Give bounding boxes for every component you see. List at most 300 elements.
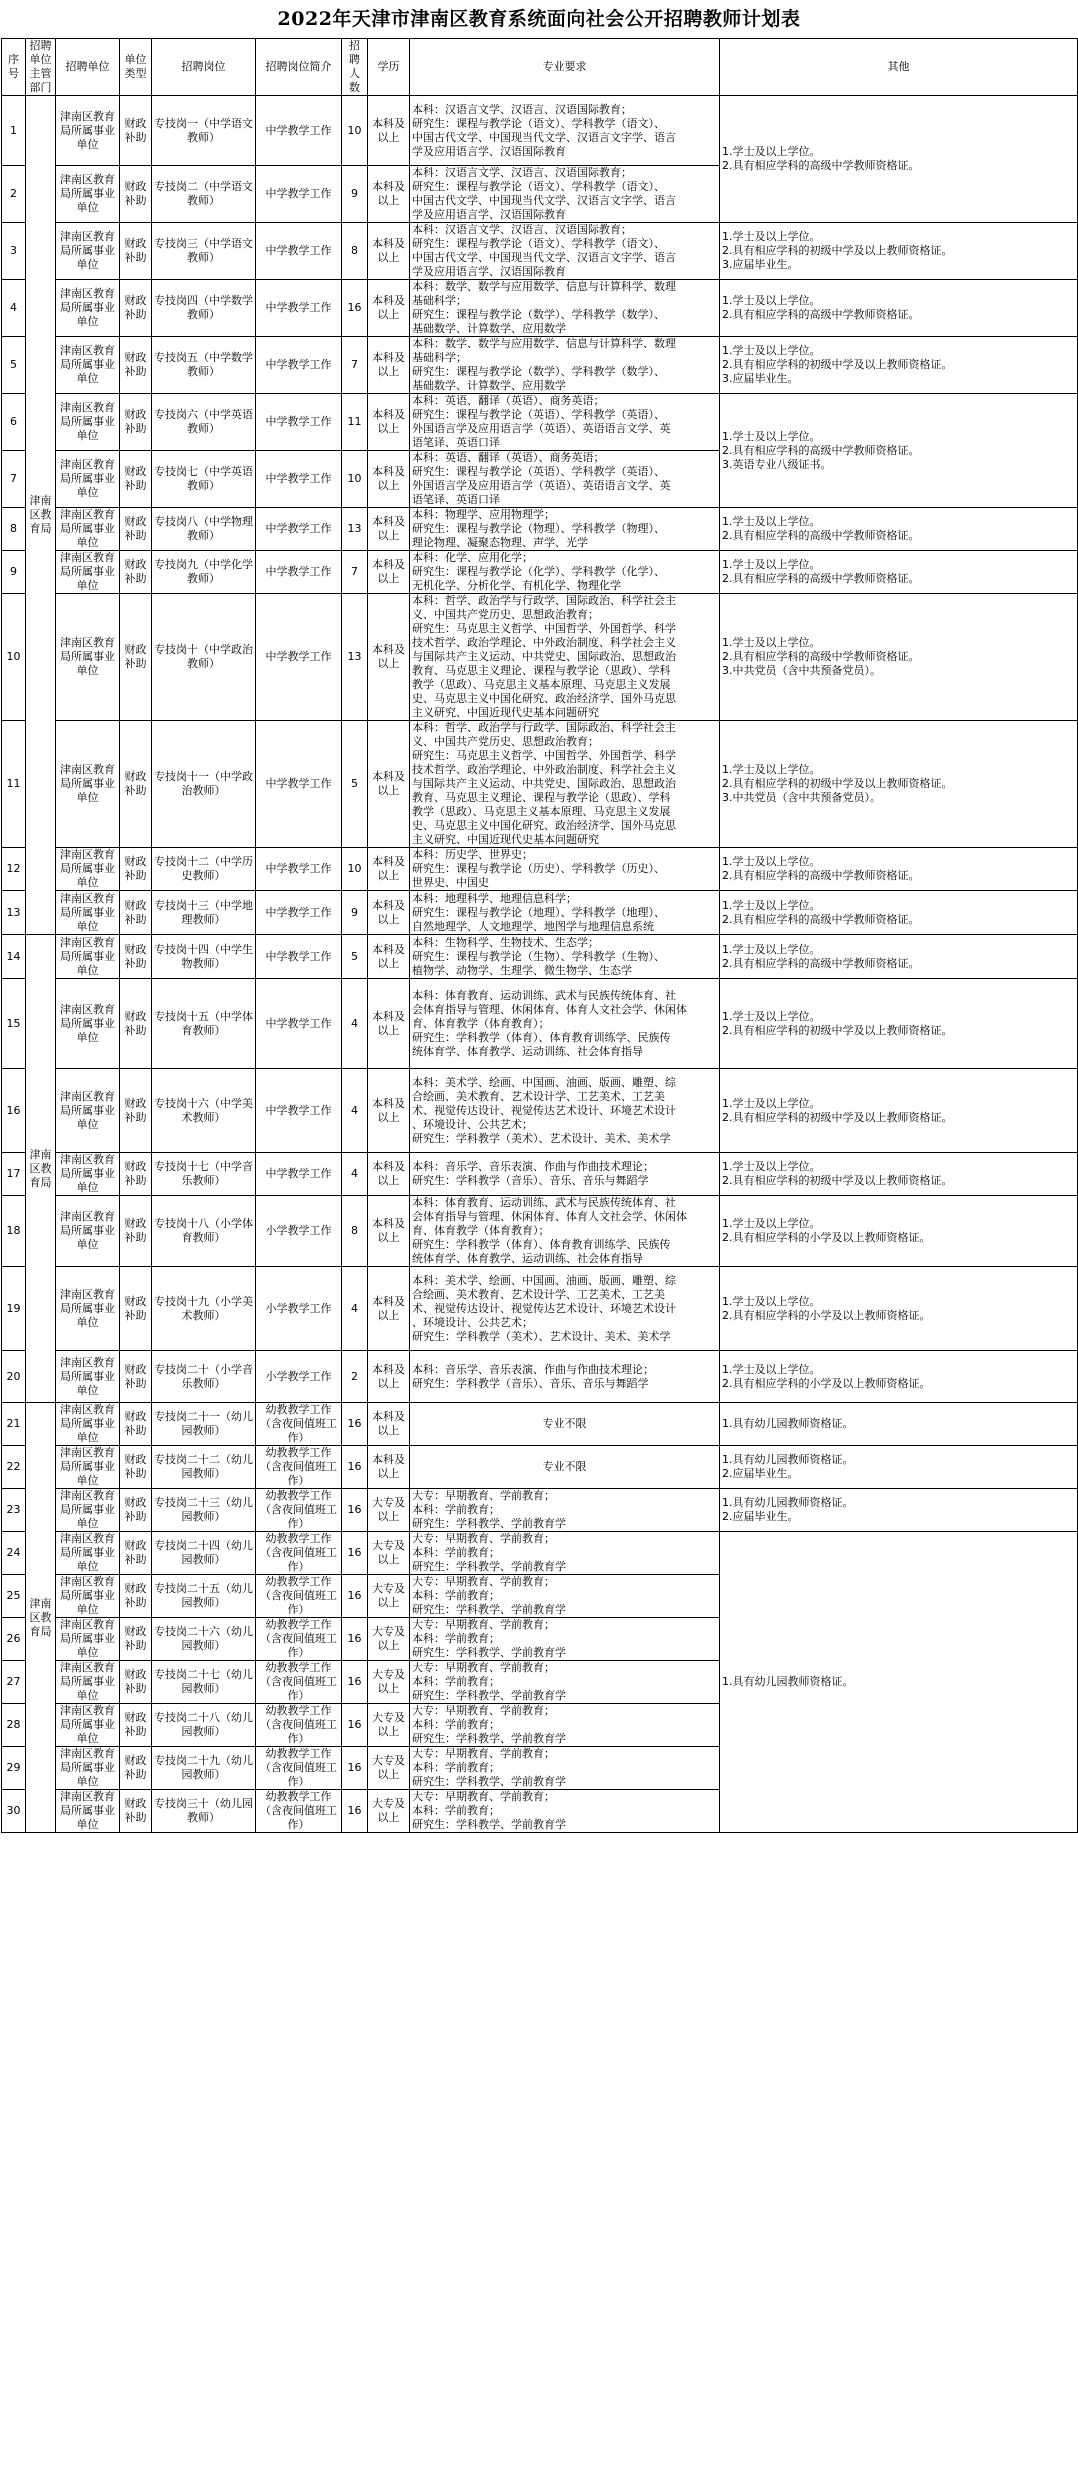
requirement-line: 研究生：学科教学（音乐）、音乐、音乐与舞蹈学 xyxy=(412,1376,649,1390)
table-row xyxy=(2,1403,1078,1446)
requirement-line: 会体育指导与管理、休闲体育、体育人文社会学、休闲体 xyxy=(412,1002,687,1016)
unit-cell: 津南区教育局所属事业单位 xyxy=(56,280,120,337)
requirement-line: 大专：早期教育、学前教育； xyxy=(412,1575,555,1588)
education-cell: 本科及以上 xyxy=(368,1153,410,1196)
requirement-line: 与国际共产主义运动、中共党史、国际政治、思想政治 xyxy=(412,650,676,663)
requirement-line: 史、马克思主义中国化研究、政治经济学、国外马克思 xyxy=(412,692,676,705)
post-cell: 专技岗二（中学语文教师） xyxy=(152,166,256,223)
table-row xyxy=(2,594,1078,721)
intro-cell: 中学教学工作 xyxy=(256,891,342,935)
requirement-line: 研究生：学科教学、学前教育学 xyxy=(412,1646,566,1659)
post-cell: 专技岗三十（幼儿园教师） xyxy=(152,1790,256,1833)
requirement-line: 研究生：课程与教学论（生物）、学科教学（生物）、 xyxy=(412,949,665,963)
intro-cell: 中学教学工作 xyxy=(256,551,342,594)
education-cell: 本科及以上 xyxy=(368,891,410,935)
requirement-line: 技术哲学、政治学理论、中外政治制度、科学社会主义 xyxy=(412,763,676,776)
unit-type-cell: 财政补助 xyxy=(120,96,152,166)
row-number: 23 xyxy=(2,1489,26,1532)
requirement-line: 外国语言学及应用语言学（英语）、英语语言文学、英 xyxy=(412,479,671,492)
unit-cell: 津南区教育局所属事业单位 xyxy=(56,551,120,594)
unit-cell: 津南区教育局所属事业单位 xyxy=(56,1153,120,1196)
other-line: 1.学士及以上学位。 xyxy=(722,1096,821,1110)
major-requirement-cell xyxy=(410,1532,720,1575)
requirement-line: 研究生：课程与教学论（语文）、学科教学（语文）、 xyxy=(412,180,665,193)
unit-cell: 津南区教育局所属事业单位 xyxy=(56,1618,120,1661)
requirement-line: 本科：物理学、应用物理学； xyxy=(412,508,555,521)
other-line: 2.应届毕业生。 xyxy=(722,1467,799,1480)
headcount-cell: 8 xyxy=(342,1196,368,1267)
requirement-line: 研究生：学科教学（体育）、体育教育训练学、民族传 xyxy=(412,1030,671,1044)
other-requirement-cell xyxy=(720,935,1078,979)
requirement-line: 技术哲学、政治学理论、中外政治制度、科学社会主义 xyxy=(412,636,676,649)
unit-type-cell: 财政补助 xyxy=(120,1704,152,1747)
intro-cell: 幼教教学工作（含夜间值班工作） xyxy=(256,1790,342,1833)
other-line: 2.具有相应学科的小学及以上教师资格证。 xyxy=(722,1231,931,1244)
major-requirement-cell xyxy=(410,1153,720,1196)
post-cell: 专技岗二十五（幼儿园教师） xyxy=(152,1575,256,1618)
recruitment-table xyxy=(1,38,1078,1833)
requirement-line: 本科：美术学、绘画、中国画、油画、版画、雕塑、综 xyxy=(412,1075,676,1089)
table-row xyxy=(2,979,1078,1069)
other-line: 2.具有相应学科的初级中学及以上教师资格证。 xyxy=(722,1174,953,1187)
headcount-cell: 4 xyxy=(342,1153,368,1196)
intro-cell: 中学教学工作 xyxy=(256,508,342,551)
post-cell: 专技岗二十（小学音乐教师） xyxy=(152,1351,256,1403)
other-line: 2.具有相应学科的高级中学教师资格证。 xyxy=(722,572,920,585)
unit-cell: 津南区教育局所属事业单位 xyxy=(56,594,120,721)
unit-type-cell: 财政补助 xyxy=(120,1403,152,1446)
other-line: 2.具有相应学科的初级中学及以上教师资格证。 xyxy=(722,1110,953,1124)
requirement-line: 本科：美术学、绘画、中国画、油画、版画、雕塑、综 xyxy=(412,1273,676,1287)
row-number: 27 xyxy=(2,1661,26,1704)
unit-cell: 津南区教育局所属事业单位 xyxy=(56,1351,120,1403)
other-line: 3.应届毕业生。 xyxy=(722,372,799,385)
row-number: 19 xyxy=(2,1267,26,1351)
requirement-line: 本科：学前教育； xyxy=(412,1503,500,1516)
unit-cell: 津南区教育局所属事业单位 xyxy=(56,1661,120,1704)
unit-type-cell: 财政补助 xyxy=(120,223,152,280)
major-requirement-cell xyxy=(410,337,720,394)
post-cell: 专技岗十六（中学美术教师） xyxy=(152,1069,256,1153)
table-row xyxy=(2,508,1078,551)
other-requirement-cell xyxy=(720,1153,1078,1196)
requirement-line: 研究生：马克思主义哲学、中国哲学、外国哲学、科学 xyxy=(412,622,676,635)
row-number: 18 xyxy=(2,1196,26,1267)
requirement-line: 研究生：学科教学、学前教育学 xyxy=(412,1560,566,1573)
other-line: 1.具有幼儿园教师资格证。 xyxy=(722,1453,854,1466)
unit-type-cell: 财政补助 xyxy=(120,1489,152,1532)
requirement-line: 史、马克思主义中国化研究、政治经济学、国外马克思 xyxy=(412,819,676,832)
requirement-line: 学及应用语言学、汉语国际教育 xyxy=(412,208,566,221)
row-number: 6 xyxy=(2,394,26,451)
other-line: 2.具有相应学科的小学及以上教师资格证。 xyxy=(722,1308,931,1322)
unit-cell: 津南区教育局所属事业单位 xyxy=(56,337,120,394)
requirement-line: 本科：生物科学、生物技术、生态学； xyxy=(412,935,599,949)
unit-type-cell: 财政补助 xyxy=(120,979,152,1069)
requirement-line: 中国古代文学、中国现当代文学、汉语言文字学、语言 xyxy=(412,251,676,264)
other-line: 1.学士及以上学位。 xyxy=(722,294,821,307)
requirement-line: 基础数学、计算数学、应用数学 xyxy=(412,379,566,392)
row-number: 20 xyxy=(2,1351,26,1403)
education-cell: 本科及以上 xyxy=(368,1267,410,1351)
requirement-line: 本科：体育教育、运动训练、武术与民族传统体育、社 xyxy=(412,1196,676,1209)
education-cell: 本科及以上 xyxy=(368,1069,410,1153)
headcount-cell: 7 xyxy=(342,551,368,594)
requirement-line: 无机化学、分析化学、有机化学、物理化学 xyxy=(412,579,621,592)
other-line: 2.具有相应学科的高级中学教师资格证。 xyxy=(722,956,920,970)
intro-cell: 幼教教学工作（含夜间值班工作） xyxy=(256,1446,342,1489)
major-requirement-cell xyxy=(410,551,720,594)
row-number: 22 xyxy=(2,1446,26,1489)
intro-cell: 幼教教学工作（含夜间值班工作） xyxy=(256,1704,342,1747)
other-requirement-cell xyxy=(720,96,1078,223)
other-line: 3.中共党员（含中共预备党员）。 xyxy=(722,664,881,677)
requirement-line: 、环境设计、公共艺术； xyxy=(412,1117,533,1131)
post-cell: 专技岗十四（中学生物教师） xyxy=(152,935,256,979)
unit-type-cell: 财政补助 xyxy=(120,721,152,848)
requirement-line: 本科：汉语言文学、汉语言、汉语国际教育； xyxy=(412,223,632,236)
post-cell: 专技岗六（中学英语教师） xyxy=(152,394,256,451)
requirement-line: 语笔译、英语口译 xyxy=(412,493,500,506)
requirement-line: 本科：体育教育、运动训练、武术与民族传统体育、社 xyxy=(412,988,676,1002)
headcount-cell: 16 xyxy=(342,1618,368,1661)
intro-cell: 中学教学工作 xyxy=(256,223,342,280)
unit-cell: 津南区教育局所属事业单位 xyxy=(56,223,120,280)
table-row xyxy=(2,1532,1078,1575)
other-line: 1.具有幼儿园教师资格证。 xyxy=(722,1417,854,1430)
major-requirement-cell xyxy=(410,1790,720,1833)
headcount-cell: 7 xyxy=(342,337,368,394)
major-requirement-cell xyxy=(410,721,720,848)
other-line: 1.学士及以上学位。 xyxy=(722,145,821,158)
table-row xyxy=(2,280,1078,337)
table-row xyxy=(2,394,1078,451)
requirement-line: 、环境设计、公共艺术； xyxy=(412,1315,533,1329)
requirement-line: 本科：音乐学、音乐表演、作曲与作曲技术理论； xyxy=(412,1362,654,1376)
header-edu: 学历 xyxy=(368,39,410,96)
requirement-line: 大专：早期教育、学前教育； xyxy=(412,1790,555,1803)
requirement-line: 研究生：课程与教学论（历史）、学科教学（历史）、 xyxy=(412,862,665,875)
major-requirement-cell xyxy=(410,1351,720,1403)
requirement-line: 本科：英语、翻译（英语）、商务英语； xyxy=(412,451,605,464)
headcount-cell: 9 xyxy=(342,891,368,935)
post-cell: 专技岗四（中学数学教师） xyxy=(152,280,256,337)
other-requirement-cell xyxy=(720,394,1078,508)
other-requirement-cell xyxy=(720,1446,1078,1489)
unit-cell: 津南区教育局所属事业单位 xyxy=(56,1532,120,1575)
requirement-line: 专业不限 xyxy=(542,1460,587,1473)
unit-cell: 津南区教育局所属事业单位 xyxy=(56,1489,120,1532)
row-number: 2 xyxy=(2,166,26,223)
headcount-cell: 16 xyxy=(342,280,368,337)
requirement-line: 研究生：学科教学、学前教育学 xyxy=(412,1818,566,1831)
other-line: 1.学士及以上学位。 xyxy=(722,1009,821,1023)
education-cell: 本科及以上 xyxy=(368,594,410,721)
intro-cell: 小学教学工作 xyxy=(256,1351,342,1403)
requirement-line: 大专：早期教育、学前教育； xyxy=(412,1661,555,1674)
table-row xyxy=(2,1196,1078,1267)
other-line: 2.具有相应学科的初级中学及以上教师资格证。 xyxy=(722,244,953,257)
row-number: 17 xyxy=(2,1153,26,1196)
other-line: 3.中共党员（含中共预备党员）。 xyxy=(722,791,881,804)
education-cell: 本科及以上 xyxy=(368,551,410,594)
unit-type-cell: 财政补助 xyxy=(120,508,152,551)
requirement-line: 研究生：马克思主义哲学、中国哲学、外国哲学、科学 xyxy=(412,749,676,762)
requirement-line: 统体育学、体育教学、运动训练、社会体育指导 xyxy=(412,1252,643,1265)
other-requirement-cell xyxy=(720,551,1078,594)
headcount-cell: 13 xyxy=(342,594,368,721)
dept-cell: 津南区教育局 xyxy=(26,1403,56,1833)
other-line: 1.学士及以上学位。 xyxy=(722,230,821,243)
unit-cell: 津南区教育局所属事业单位 xyxy=(56,891,120,935)
education-cell: 本科及以上 xyxy=(368,394,410,451)
other-requirement-cell xyxy=(720,594,1078,721)
other-requirement-cell xyxy=(720,848,1078,891)
intro-cell: 幼教教学工作（含夜间值班工作） xyxy=(256,1575,342,1618)
row-number: 1 xyxy=(2,96,26,166)
headcount-cell: 5 xyxy=(342,721,368,848)
headcount-cell: 16 xyxy=(342,1747,368,1790)
unit-type-cell: 财政补助 xyxy=(120,280,152,337)
requirement-line: 研究生：课程与教学论（语文）、学科教学（语文）、 xyxy=(412,116,665,130)
requirement-line: 研究生：课程与教学论（数学）、学科教学（数学）、 xyxy=(412,308,665,321)
requirement-line: 合绘画、美术教育、艺术设计学、工艺美术、工艺美 xyxy=(412,1089,665,1103)
row-number: 10 xyxy=(2,594,26,721)
unit-type-cell: 财政补助 xyxy=(120,1446,152,1489)
major-requirement-cell xyxy=(410,1489,720,1532)
unit-cell: 津南区教育局所属事业单位 xyxy=(56,394,120,451)
post-cell: 专技岗三（中学语文教师） xyxy=(152,223,256,280)
unit-type-cell: 财政补助 xyxy=(120,1267,152,1351)
other-line: 1.学士及以上学位。 xyxy=(722,1362,821,1376)
post-cell: 专技岗一（中学语文教师） xyxy=(152,96,256,166)
intro-cell: 幼教教学工作（含夜间值班工作） xyxy=(256,1618,342,1661)
headcount-cell: 8 xyxy=(342,223,368,280)
requirement-line: 本科：化学、应用化学； xyxy=(412,551,533,564)
post-cell: 专技岗二十八（幼儿园教师） xyxy=(152,1704,256,1747)
post-cell: 专技岗十八（小学体育教师） xyxy=(152,1196,256,1267)
unit-cell: 津南区教育局所属事业单位 xyxy=(56,1790,120,1833)
major-requirement-cell xyxy=(410,508,720,551)
major-requirement-cell xyxy=(410,848,720,891)
unit-cell: 津南区教育局所属事业单位 xyxy=(56,1403,120,1446)
row-number: 21 xyxy=(2,1403,26,1446)
other-requirement-cell xyxy=(720,1351,1078,1403)
education-cell: 本科及以上 xyxy=(368,721,410,848)
major-requirement-cell xyxy=(410,451,720,508)
education-cell: 大专及以上 xyxy=(368,1575,410,1618)
requirement-line: 教学（思政）、马克思主义基本原理、马克思主义发展 xyxy=(412,805,671,818)
page-title: 2022年天津市津南区教育系统面向社会公开招聘教师计划表 xyxy=(277,8,801,30)
major-requirement-cell xyxy=(410,223,720,280)
headcount-cell: 16 xyxy=(342,1403,368,1446)
post-cell: 专技岗二十三（幼儿园教师） xyxy=(152,1489,256,1532)
unit-cell: 津南区教育局所属事业单位 xyxy=(56,166,120,223)
row-number: 5 xyxy=(2,337,26,394)
unit-type-cell: 财政补助 xyxy=(120,891,152,935)
unit-type-cell: 财政补助 xyxy=(120,1661,152,1704)
other-line: 2.具有相应学科的初级中学及以上教师资格证。 xyxy=(722,777,953,790)
table-row xyxy=(2,935,1078,979)
unit-type-cell: 财政补助 xyxy=(120,1351,152,1403)
requirement-line: 术、视觉传达设计、视觉传达艺术设计、环境艺术设计 xyxy=(412,1103,676,1117)
requirement-line: 义、中国共产党历史、思想政治教育； xyxy=(412,735,599,748)
other-requirement-cell xyxy=(720,1267,1078,1351)
row-number: 30 xyxy=(2,1790,26,1833)
unit-type-cell: 财政补助 xyxy=(120,1196,152,1267)
post-cell: 专技岗十七（中学音乐教师） xyxy=(152,1153,256,1196)
headcount-cell: 9 xyxy=(342,166,368,223)
requirement-line: 学及应用语言学、汉语国际教育 xyxy=(412,265,566,278)
other-line: 1.学士及以上学位。 xyxy=(722,1294,821,1308)
post-cell: 专技岗二十二（幼儿园教师） xyxy=(152,1446,256,1489)
table-row xyxy=(2,848,1078,891)
header-other: 其他 xyxy=(720,39,1078,96)
requirement-line: 研究生：学科教学、学前教育学 xyxy=(412,1517,566,1530)
requirement-line: 本科：数学、数学与应用数学、信息与计算科学、数理 xyxy=(412,337,676,350)
post-cell: 专技岗二十九（幼儿园教师） xyxy=(152,1747,256,1790)
requirement-line: 育、体育教学（体育教育）； xyxy=(412,1224,550,1237)
other-line: 1.学士及以上学位。 xyxy=(722,1217,821,1230)
education-cell: 本科及以上 xyxy=(368,337,410,394)
other-requirement-cell xyxy=(720,1196,1078,1267)
post-cell: 专技岗十九（小学美术教师） xyxy=(152,1267,256,1351)
post-cell: 专技岗十二（中学历史教师） xyxy=(152,848,256,891)
other-requirement-cell xyxy=(720,721,1078,848)
major-requirement-cell xyxy=(410,280,720,337)
education-cell: 本科及以上 xyxy=(368,1351,410,1403)
table-row xyxy=(2,96,1078,166)
post-cell: 专技岗二十七（幼儿园教师） xyxy=(152,1661,256,1704)
unit-cell: 津南区教育局所属事业单位 xyxy=(56,1575,120,1618)
education-cell: 本科及以上 xyxy=(368,451,410,508)
row-number: 14 xyxy=(2,935,26,979)
headcount-cell: 11 xyxy=(342,394,368,451)
requirement-line: 与国际共产主义运动、中共党史、国际政治、思想政治 xyxy=(412,777,676,790)
other-line: 2.具有相应学科的高级中学教师资格证。 xyxy=(722,869,920,882)
other-line: 1.学士及以上学位。 xyxy=(722,898,821,912)
requirement-line: 本科：学前教育； xyxy=(412,1675,500,1688)
other-requirement-cell xyxy=(720,891,1078,935)
header-req: 专业要求 xyxy=(410,39,720,96)
unit-cell: 津南区教育局所属事业单位 xyxy=(56,1704,120,1747)
unit-cell: 津南区教育局所属事业单位 xyxy=(56,451,120,508)
unit-cell: 津南区教育局所属事业单位 xyxy=(56,721,120,848)
major-requirement-cell xyxy=(410,1267,720,1351)
requirement-line: 教育、马克思主义理论、课程与教学论（思政）、学科 xyxy=(412,664,671,677)
unit-cell: 津南区教育局所属事业单位 xyxy=(56,1196,120,1267)
major-requirement-cell xyxy=(410,166,720,223)
other-line: 1.学士及以上学位。 xyxy=(722,429,821,443)
header-intro: 招聘岗位简介 xyxy=(256,39,342,96)
other-requirement-cell xyxy=(720,1069,1078,1153)
requirement-line: 基础科学； xyxy=(412,351,467,364)
table-row xyxy=(2,1351,1078,1403)
unit-type-cell: 财政补助 xyxy=(120,451,152,508)
intro-cell: 中学教学工作 xyxy=(256,594,342,721)
post-cell: 专技岗二十一（幼儿园教师） xyxy=(152,1403,256,1446)
row-number: 28 xyxy=(2,1704,26,1747)
requirement-line: 学及应用语言学、汉语国际教育 xyxy=(412,144,566,158)
unit-type-cell: 财政补助 xyxy=(120,848,152,891)
major-requirement-cell xyxy=(410,935,720,979)
unit-type-cell: 财政补助 xyxy=(120,935,152,979)
requirement-line: 主义研究、中国近现代史基本问题研究 xyxy=(412,833,599,846)
requirement-line: 本科：历史学、世界史； xyxy=(412,848,533,861)
education-cell: 大专及以上 xyxy=(368,1661,410,1704)
other-line: 1.具有幼儿园教师资格证。 xyxy=(722,1675,854,1688)
unit-type-cell: 财政补助 xyxy=(120,551,152,594)
row-number: 29 xyxy=(2,1747,26,1790)
education-cell: 大专及以上 xyxy=(368,1532,410,1575)
post-cell: 专技岗十（中学政治教师） xyxy=(152,594,256,721)
unit-type-cell: 财政补助 xyxy=(120,1747,152,1790)
other-requirement-cell xyxy=(720,337,1078,394)
unit-cell: 津南区教育局所属事业单位 xyxy=(56,848,120,891)
requirement-line: 中国古代文学、中国现当代文学、汉语言文字学、语言 xyxy=(412,130,676,144)
other-line: 2.具有相应学科的高级中学教师资格证。 xyxy=(722,308,920,321)
requirement-line: 本科：汉语言文学、汉语言、汉语国际教育； xyxy=(412,102,632,116)
requirement-line: 大专：早期教育、学前教育； xyxy=(412,1618,555,1631)
requirement-line: 合绘画、美术教育、艺术设计学、工艺美术、工艺美 xyxy=(412,1287,665,1301)
intro-cell: 中学教学工作 xyxy=(256,721,342,848)
table-body xyxy=(2,96,1078,1833)
requirement-line: 语笔译、英语口译 xyxy=(412,436,500,449)
intro-cell: 中学教学工作 xyxy=(256,979,342,1069)
table-row xyxy=(2,1267,1078,1351)
education-cell: 大专及以上 xyxy=(368,1704,410,1747)
major-requirement-cell xyxy=(410,1661,720,1704)
education-cell: 本科及以上 xyxy=(368,280,410,337)
headcount-cell: 10 xyxy=(342,848,368,891)
post-cell: 专技岗八（中学物理教师） xyxy=(152,508,256,551)
requirement-line: 义、中国共产党历史、思想政治教育； xyxy=(412,608,599,621)
unit-type-cell: 财政补助 xyxy=(120,1618,152,1661)
header-num: 招聘人数 xyxy=(342,39,368,96)
requirement-line: 主义研究、中国近现代史基本问题研究 xyxy=(412,706,599,719)
other-requirement-cell xyxy=(720,508,1078,551)
unit-type-cell: 财政补助 xyxy=(120,1575,152,1618)
requirement-line: 研究生：学科教学（体育）、体育教育训练学、民族传 xyxy=(412,1238,671,1251)
requirement-line: 研究生：课程与教学论（英语）、学科教学（英语）、 xyxy=(412,465,665,478)
requirement-line: 研究生：学科教学、学前教育学 xyxy=(412,1732,566,1745)
headcount-cell: 5 xyxy=(342,935,368,979)
requirement-line: 研究生：学科教学、学前教育学 xyxy=(412,1603,566,1616)
major-requirement-cell xyxy=(410,1403,720,1446)
other-line: 2.具有相应学科的高级中学教师资格证。 xyxy=(722,443,920,457)
education-cell: 本科及以上 xyxy=(368,935,410,979)
other-line: 3.应届毕业生。 xyxy=(722,258,799,271)
requirement-line: 研究生：学科教学（美术）、艺术设计、美术、美术学 xyxy=(412,1329,671,1343)
unit-type-cell: 财政补助 xyxy=(120,1790,152,1833)
table-row xyxy=(2,551,1078,594)
post-cell: 专技岗二十四（幼儿园教师） xyxy=(152,1532,256,1575)
requirement-line: 研究生：课程与教学论（地理）、学科教学（地理）、 xyxy=(412,905,665,919)
intro-cell: 中学教学工作 xyxy=(256,935,342,979)
unit-type-cell: 财政补助 xyxy=(120,1153,152,1196)
requirement-line: 研究生：课程与教学论（数学）、学科教学（数学）、 xyxy=(412,365,665,378)
table-row xyxy=(2,1069,1078,1153)
table-row xyxy=(2,337,1078,394)
unit-type-cell: 财政补助 xyxy=(120,594,152,721)
unit-cell: 津南区教育局所属事业单位 xyxy=(56,1267,120,1351)
headcount-cell: 13 xyxy=(342,508,368,551)
other-requirement-cell xyxy=(720,1403,1078,1446)
other-requirement-cell xyxy=(720,223,1078,280)
requirement-line: 大专：早期教育、学前教育； xyxy=(412,1747,555,1760)
other-line: 2.具有相应学科的高级中学教师资格证。 xyxy=(722,529,920,542)
other-line: 1.学士及以上学位。 xyxy=(722,1160,821,1173)
